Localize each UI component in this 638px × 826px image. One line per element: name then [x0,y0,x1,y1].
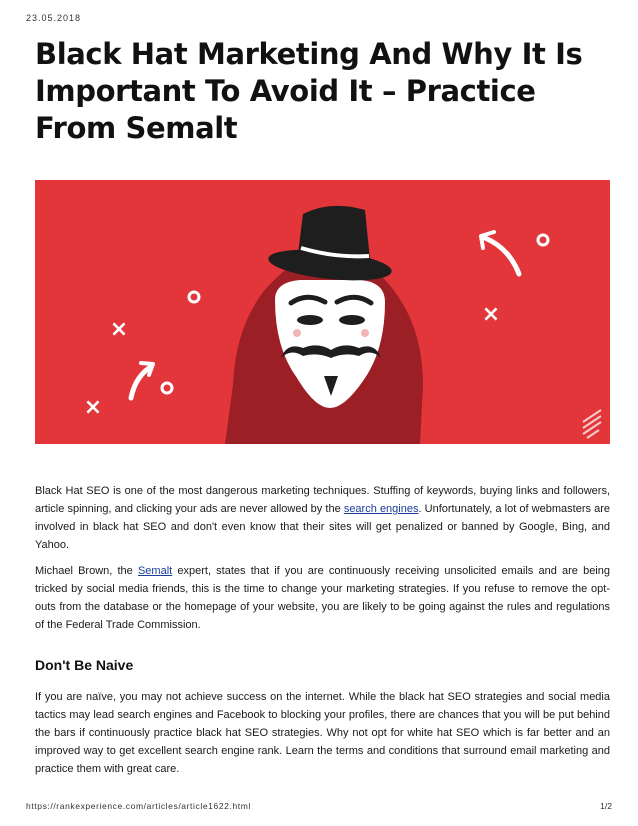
circle-icon [538,235,548,245]
brand-logo-icon [583,410,601,438]
paragraph-expert: Michael Brown, the Semalt expert, states that if you are continuously receiving unsolicited emails and are being tricked by social media friends, this is the time to change your marketing strategies. If you refuse to remove the opt-outs from the database or the homepage of your website, you are likely to be going against the rules and regulations of the Federal Trade Commission. [35,565,610,631]
article-title: Black Hat Marketing And Why It Is Important To Avoid It – Practice From Semalt [35,37,583,145]
arrow-icon [131,368,149,398]
circle-icon [162,383,172,393]
cross-icon: × [83,395,103,420]
page-number: 1/2 [600,801,612,811]
hooded-figure-illustration [35,180,610,444]
cross-icon: × [109,317,129,342]
hero-image [35,180,610,444]
paragraph-naive: If you are naïve, you may not achieve success on the internet. While the black hat SEO strategies and social media tactics may lead search engines and Facebook to blocking your profiles, there are chances that you will be put behind the bars if continuously practice black hat SEO strategies. Why not opt for white hat SEO which is far better and an improved way to get excellent search engine rank. Learn the terms and conditions that surround email marketing and practice them with great care. [35,691,610,775]
search-engines-link[interactable]: search engines [343,503,419,515]
document-date: 23.05.2018 [26,13,82,23]
arrow-icon [485,238,519,274]
footer-url: https://rankexperience.com/articles/article1622.html [26,801,251,811]
paragraph-intro: Black Hat SEO is one of the most dangerous marketing techniques. Stuffing of keywords, buying links and followers, article spinning, and clicking your ads are never allowed by the search engines. Unfortunately, a lot of webmasters are involved in black hat SEO and don't even know that their sites will get penalized or banned by Google, Bing, and Yahoo. [35,485,610,551]
section-heading: Don't Be Naive [35,657,134,673]
circle-icon [189,292,199,302]
cross-icon: × [481,302,501,327]
semalt-link[interactable]: Semalt [137,565,173,577]
